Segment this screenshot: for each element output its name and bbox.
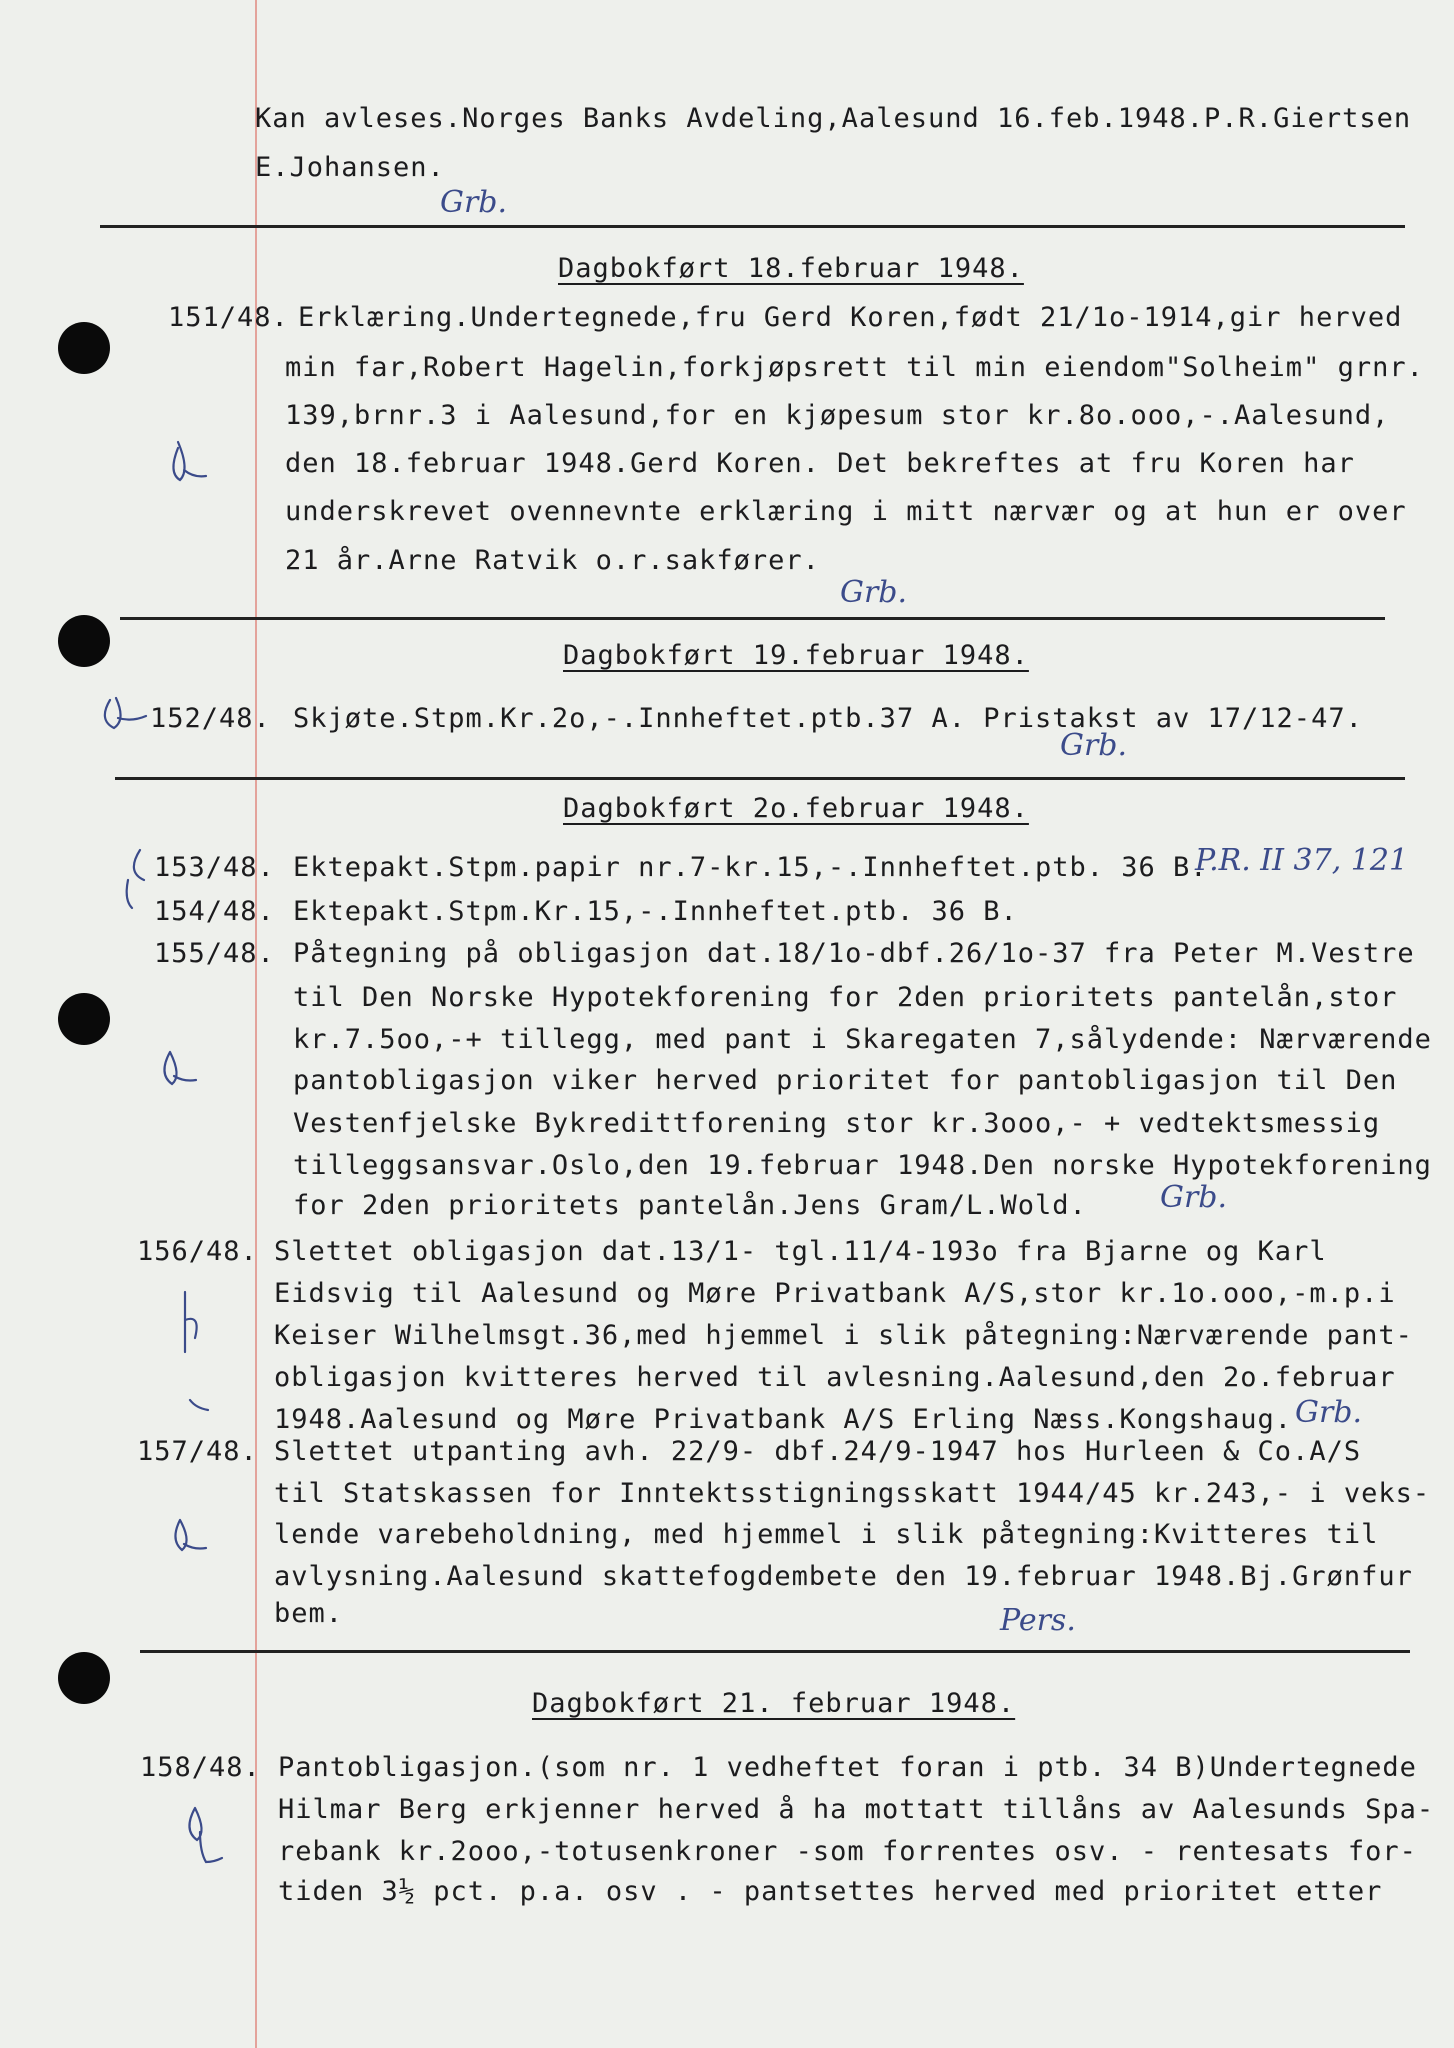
entry-line: 139,brnr.3 i Aalesund,for en kjøpesum stor kr.8o.ooo,-.Aalesund, xyxy=(285,400,1390,431)
check-mark xyxy=(164,1052,196,1084)
entry-line: Eidsvig til Aalesund og Møre Privatbank A/S,stor kr.1o.ooo,-m.p.i xyxy=(274,1278,1396,1309)
entry-line: Ektepakt.Stpm.papir nr.7-kr.15,-.Innheftet.ptb. 36 B. xyxy=(293,852,1208,883)
initials-mark: Grb. xyxy=(440,185,508,220)
entry-line: Keiser Wilhelmsgt.36,med hjemmel i slik påtegning:Nærværende pant- xyxy=(274,1320,1413,1351)
entry-line: obligasjon kvitteres herved til avlesning.Aalesund,den 2o.februar xyxy=(274,1362,1396,1393)
entry-number: 154/48. xyxy=(154,896,275,927)
check-mark xyxy=(189,1808,222,1862)
entry-line: Skjøte.Stpm.Kr.2o,-.Innheftet.ptb.37 A. Pristakst av 17/12-47. xyxy=(293,703,1363,734)
section-heading: Dagbokført 18.februar 1948. xyxy=(558,253,1024,284)
entry-line: rebank kr.2ooo,-totusenkroner -som forrentes osv. - rentesats for- xyxy=(278,1836,1417,1867)
check-mark xyxy=(173,442,206,480)
initials-mark: Grb. xyxy=(1160,1180,1228,1215)
entry-line: den 18.februar 1948.Gerd Koren. Det bekreftes at fru Koren har xyxy=(285,448,1355,479)
check-mark xyxy=(185,1292,208,1410)
header-line: E.Johansen. xyxy=(255,152,445,183)
section-heading: Dagbokført 2o.februar 1948. xyxy=(563,793,1029,824)
initials-mark: Pers. xyxy=(1000,1603,1076,1638)
entry-line: Erklæring.Undertegnede,fru Gerd Koren,født 21/1o-1914,gir herved xyxy=(298,302,1403,333)
section-heading: Dagbokført 19.februar 1948. xyxy=(563,640,1029,671)
entry-line: bem. xyxy=(274,1598,344,1629)
entry-number: 152/48. xyxy=(150,703,271,734)
initials-mark: Grb. xyxy=(1060,728,1128,763)
entry-number: 158/48. xyxy=(140,1752,261,1783)
entry-line: Hilmar Berg erkjenner herved å ha mottatt tillåns av Aalesunds Spa- xyxy=(278,1794,1435,1825)
entry-line: pantobligasjon viker herved prioritet for pantobligasjon til Den xyxy=(293,1065,1398,1096)
entry-line: Ektepakt.Stpm.Kr.15,-.Innheftet.ptb. 36 B. xyxy=(293,896,1018,927)
initials-mark: Grb. xyxy=(1295,1395,1363,1430)
entry-line: tiden 3½ pct. p.a. osv . - pantsettes herved med prioritet etter xyxy=(278,1876,1383,1907)
entry-line: kr.7.5oo,-+ tillegg, med pant i Skaregaten 7,sålydende: Nærværende xyxy=(293,1024,1432,1055)
check-mark xyxy=(127,850,144,908)
entry-number: 153/48. xyxy=(154,852,275,883)
entry-line: til Statskassen for Inntektsstigningsskatt 1944/45 kr.243,- i veks- xyxy=(274,1478,1431,1509)
entry-line: tilleggsansvar.Oslo,den 19.februar 1948.Den norske Hypotekforening xyxy=(293,1150,1432,1181)
entry-line: underskrevet ovennevnte erklæring i mitt nærvær og at hun er over xyxy=(285,496,1407,527)
entry-number: 155/48. xyxy=(154,938,275,969)
check-mark xyxy=(175,1520,206,1550)
entry-line: min far,Robert Hagelin,forkjøpsrett til min eiendom"Solheim" grnr. xyxy=(285,352,1424,383)
entry-line: Pantobligasjon.(som nr. 1 vedheftet foran i ptb. 34 B)Undertegnede xyxy=(278,1752,1417,1783)
entry-number: 157/48. xyxy=(137,1436,258,1467)
initials-mark: Grb. xyxy=(840,575,908,610)
entry-line: for 2den prioritets pantelån.Jens Gram/L.Wold. xyxy=(293,1190,1087,1221)
entry-line: Slettet obligasjon dat.13/1- tgl.11/4-193o fra Bjarne og Karl xyxy=(274,1236,1327,1267)
entry-number: 156/48. xyxy=(137,1236,258,1267)
entry-line: til Den Norske Hypotekforening for 2den prioritets pantelån,stor xyxy=(293,982,1398,1013)
entry-line: Påtegning på obligasjon dat.18/1o-dbf.26/1o-37 fra Peter M.Vestre xyxy=(293,938,1415,969)
entry-line: Vestenfjelske Bykredittforening stor kr.3ooo,- + vedtektsmessig xyxy=(293,1108,1381,1139)
header-line: Kan avleses.Norges Banks Avdeling,Aalesund 16.feb.1948.P.R.Giertsen xyxy=(255,103,1412,134)
entry-line: Slettet utpanting avh. 22/9- dbf.24/9-1947 hos Hurleen & Co.A/S xyxy=(274,1436,1362,1467)
reference-mark: P.R. II 37, 121 xyxy=(1195,843,1409,878)
entry-number: 151/48. xyxy=(168,302,289,333)
entry-line: lende varebeholdning, med hjemmel i slik påtegning:Kvitteres til xyxy=(274,1519,1379,1550)
entry-line: 21 år.Arne Ratvik o.r.sakfører. xyxy=(285,545,820,576)
check-mark xyxy=(105,698,146,728)
entry-line: 1948.Aalesund og Møre Privatbank A/S Erling Næss.Kongshaug. xyxy=(274,1404,1293,1435)
entry-line: avlysning.Aalesund skattefogdembete den 19.februar 1948.Bj.Grønfur xyxy=(274,1561,1413,1592)
section-heading: Dagbokført 21. februar 1948. xyxy=(532,1688,1016,1719)
